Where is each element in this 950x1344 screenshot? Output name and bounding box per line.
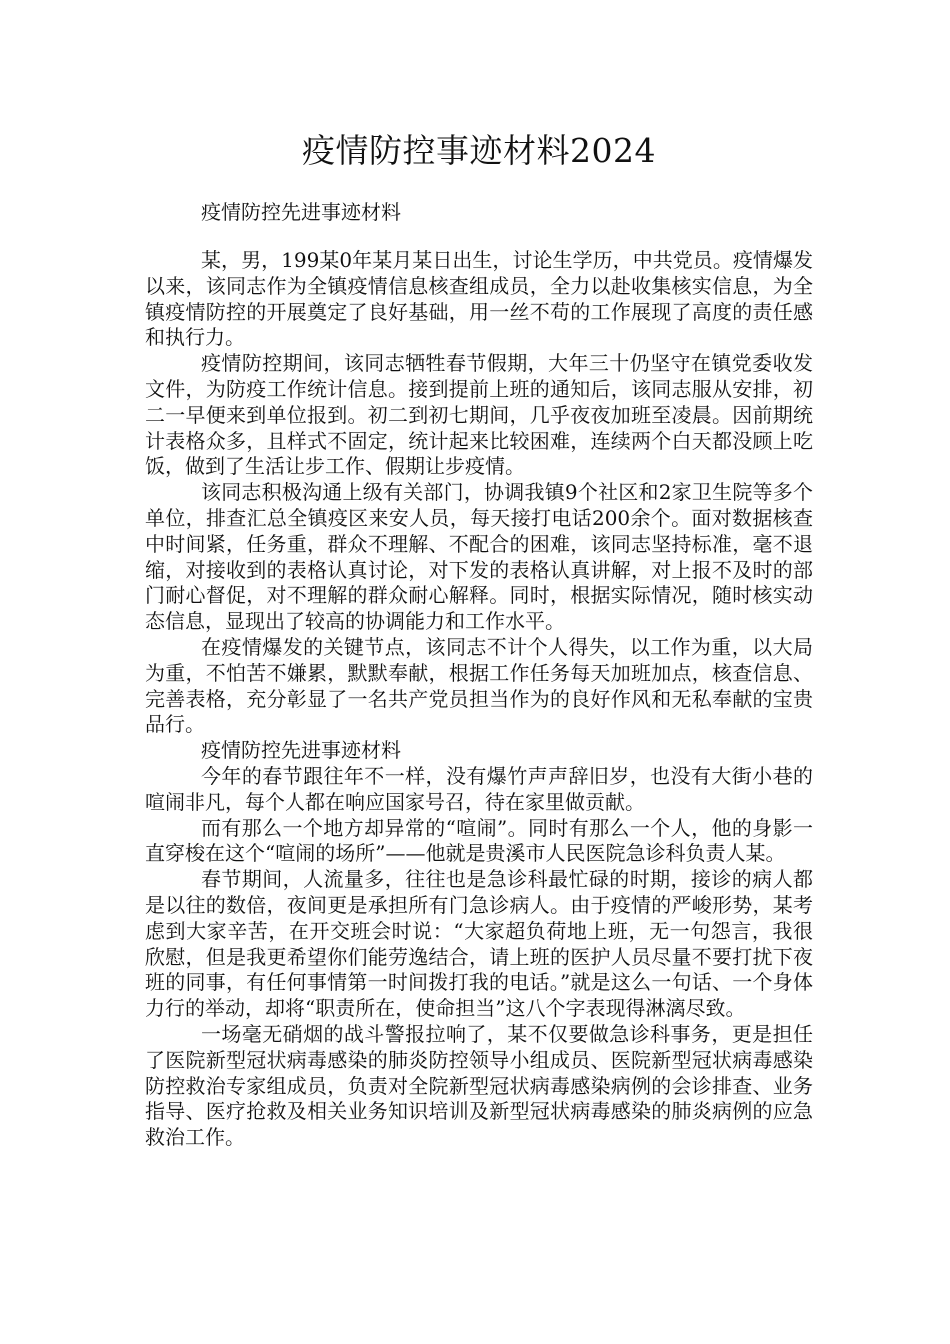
paragraph-7: 春节期间，人流量多，往往也是急诊科最忙碌的时期，接诊的病人都是以往的数倍，夜间更是承担所有门急诊病人。由于疫情的严峻形势，某考虑到大家辛苦，在开交班会时说：“大家超负荷地上班，无一句怨言，我很欣慰，但是我更希望你们能劳逸结合，请上班的医护人员尽量不要打扰下夜班的同事，有任何事情第一时间拨打我的电话。”就是这么一句话、一个身体力行的举动，却将“职责所在，使命担当”这八个字表现得淋漓尽致。 — [145, 867, 813, 1021]
paragraph-5: 今年的春节跟往年不一样，没有爆竹声声辞旧岁，也没有大街小巷的喧闹非凡，每个人都在响应国家号召，待在家里做贡献。 — [145, 763, 813, 814]
document-subtitle: 疫情防控先进事迹材料 — [201, 200, 401, 224]
paragraph-8: 一场毫无硝烟的战斗警报拉响了，某不仅要做急诊科事务，更是担任了医院新型冠状病毒感染的肺炎防控领导小组成员、医院新型冠状病毒感染防控救治专家组成员，负责对全院新型冠状病毒感染病例的会诊排查、业务指导、医疗抢救及相关业务知识培训及新型冠状病毒感染的肺炎病例的应急救治工作。 — [145, 1021, 813, 1150]
document-page — [145, 128, 813, 1151]
paragraph-2: 疫情防控期间，该同志牺牲春节假期，大年三十仍坚守在镇党委收发文件，为防疫工作统计信息。接到提前上班的通知后，该同志服从安排，初二一早便来到单位报到。初二到初七期间，几乎夜夜加班至凌晨。因前期统计表格众多，且样式不固定，统计起来比较困难，连续两个白天都没顾上吃饭，做到了生活让步工作、假期让步疫情。 — [145, 351, 813, 479]
section-heading: 疫情防控先进事迹材料 — [201, 738, 401, 763]
paragraph-6: 而有那么一个地方却异常的“喧闹”。同时有那么一个人，他的身影一直穿梭在这个“喧闹的场所”——他就是贵溪市人民医院急诊科负责人某。 — [145, 815, 813, 866]
paragraph-1: 某，男，199某0年某月某日出生，讨论生学历，中共党员。疫情爆发以来，该同志作为全镇疫情信息核查组成员，全力以赴收集核实信息，为全镇疫情防控的开展奠定了良好基础，用一丝不苟的工作展现了高度的责任感和执行力。 — [145, 248, 813, 350]
paragraph-4: 在疫情爆发的关键节点，该同志不计个人得失，以工作为重，以大局为重，不怕苦不嫌累，默默奉献，根据工作任务每天加班加点，核查信息、完善表格，充分彰显了一名共产党员担当作为的良好作风和无私奉献的宝贵品行。 — [145, 634, 813, 737]
paragraph-3: 该同志积极沟通上级有关部门，协调我镇9个社区和2家卫生院等多个单位，排查汇总全镇疫区来安人员，每天接打电话200余个。面对数据核查中时间紧，任务重，群众不理解、不配合的困难，该同志坚持标准，毫不退缩，对接收到的表格认真讨论，对下发的表格认真讲解，对上报不及时的部门耐心督促，对不理解的群众耐心解释。同时，根据实际情况，随时核实动态信息，显现出了较高的协调能力和工作水平。 — [145, 480, 813, 634]
document-title: 疫情防控事迹材料2024 — [302, 131, 656, 170]
